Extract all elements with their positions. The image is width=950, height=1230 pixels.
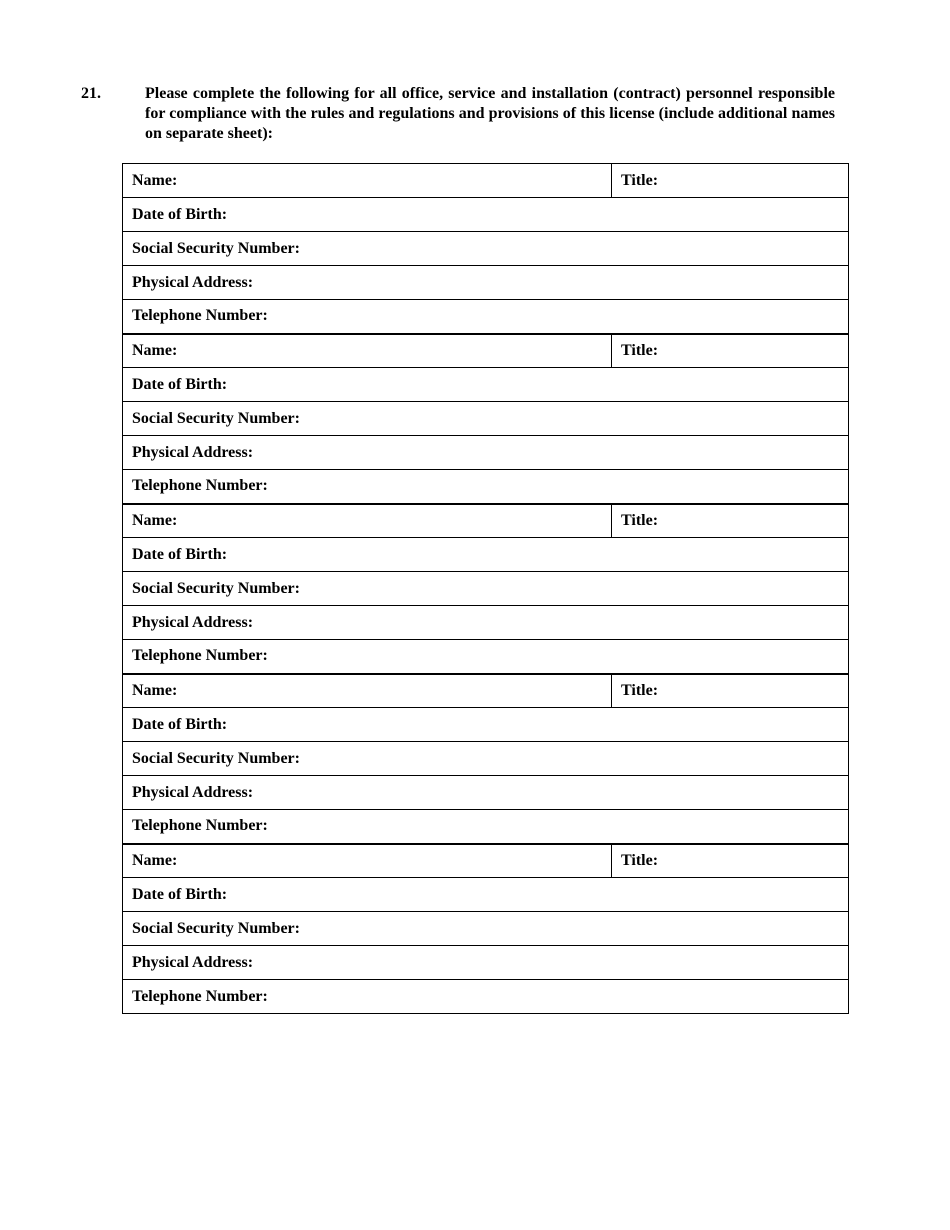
telephone-number-field[interactable]: Telephone Number: <box>123 810 849 844</box>
name-field[interactable]: Name: <box>123 674 612 708</box>
name-field[interactable]: Name: <box>123 164 612 198</box>
title-field[interactable]: Title: <box>612 504 849 538</box>
title-field[interactable]: Title: <box>612 844 849 878</box>
name-field[interactable]: Name: <box>123 504 612 538</box>
telephone-number-field[interactable]: Telephone Number: <box>123 300 849 334</box>
telephone-number-field[interactable]: Telephone Number: <box>123 470 849 504</box>
title-field[interactable]: Title: <box>612 674 849 708</box>
date-of-birth-field[interactable]: Date of Birth: <box>123 878 849 912</box>
personnel-entry-1-row <box>123 232 849 266</box>
personnel-entry-3-row <box>123 640 849 674</box>
personnel-entry-4-row <box>123 810 849 844</box>
question-21 <box>81 84 835 144</box>
personnel-entry-5-row <box>123 946 849 980</box>
personnel-entry-1-row <box>123 266 849 300</box>
personnel-entry-1-row <box>123 300 849 334</box>
physical-address-field[interactable]: Physical Address: <box>123 436 849 470</box>
personnel-entry-2-row <box>123 470 849 504</box>
personnel-entry-5-row <box>123 912 849 946</box>
physical-address-field[interactable]: Physical Address: <box>123 266 849 300</box>
ssn-field[interactable]: Social Security Number: <box>123 572 849 606</box>
personnel-entry-4-row <box>123 742 849 776</box>
date-of-birth-field[interactable]: Date of Birth: <box>123 708 849 742</box>
telephone-number-field[interactable]: Telephone Number: <box>123 980 849 1014</box>
personnel-entry-3-row <box>123 538 849 572</box>
name-field[interactable]: Name: <box>123 844 612 878</box>
personnel-entry-4-row <box>123 708 849 742</box>
title-field[interactable]: Title: <box>612 164 849 198</box>
personnel-entry-5-row <box>123 878 849 912</box>
physical-address-field[interactable]: Physical Address: <box>123 946 849 980</box>
personnel-entry-2-row <box>123 436 849 470</box>
personnel-form-table <box>122 163 849 1014</box>
physical-address-field[interactable]: Physical Address: <box>123 606 849 640</box>
date-of-birth-field[interactable]: Date of Birth: <box>123 368 849 402</box>
date-of-birth-field[interactable]: Date of Birth: <box>123 538 849 572</box>
personnel-entry-4-row <box>123 776 849 810</box>
personnel-entry-4-name-row <box>123 674 849 708</box>
telephone-number-field[interactable]: Telephone Number: <box>123 640 849 674</box>
personnel-entry-2-name-row <box>123 334 849 368</box>
personnel-entry-3-row <box>123 606 849 640</box>
personnel-entry-2-row <box>123 368 849 402</box>
personnel-entry-2-row <box>123 402 849 436</box>
personnel-entry-3-name-row <box>123 504 849 538</box>
personnel-entry-1-name-row <box>123 164 849 198</box>
personnel-entry-5-row <box>123 980 849 1014</box>
ssn-field[interactable]: Social Security Number: <box>123 912 849 946</box>
question-text: Please complete the following for all office, service and installation (contract) personnel responsible for compliance with the rules and regulations and provisions of this license (include additional names on separate sheet): <box>145 85 835 142</box>
ssn-field[interactable]: Social Security Number: <box>123 232 849 266</box>
date-of-birth-field[interactable]: Date of Birth: <box>123 198 849 232</box>
ssn-field[interactable]: Social Security Number: <box>123 402 849 436</box>
physical-address-field[interactable]: Physical Address: <box>123 776 849 810</box>
title-field[interactable]: Title: <box>612 334 849 368</box>
ssn-field[interactable]: Social Security Number: <box>123 742 849 776</box>
question-number: 21. <box>81 85 101 102</box>
name-field[interactable]: Name: <box>123 334 612 368</box>
personnel-entry-5-name-row <box>123 844 849 878</box>
personnel-entry-3-row <box>123 572 849 606</box>
personnel-entry-1-row <box>123 198 849 232</box>
